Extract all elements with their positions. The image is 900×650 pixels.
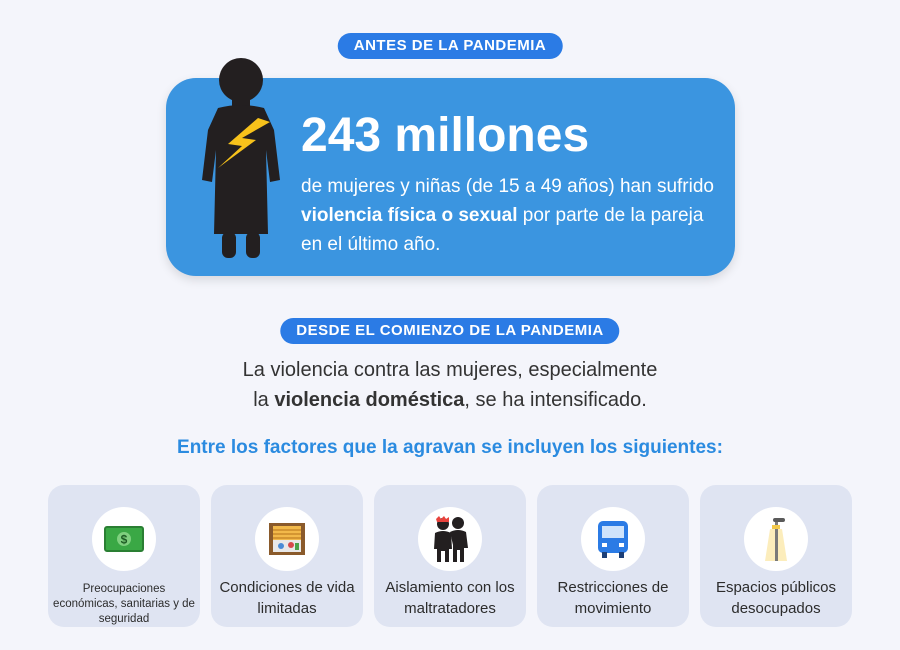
people-icon <box>430 515 470 563</box>
factor-card-public-spaces <box>700 485 852 627</box>
factors-title: Entre los factores que la agravan se incluyen los siguientes: <box>177 437 723 458</box>
since-pandemic-badge: DESDE EL COMIENZO DE LA PANDEMIA <box>280 318 619 344</box>
factor-card-living-conditions <box>211 485 363 627</box>
factor-card-economic <box>48 485 200 627</box>
svg-text:$: $ <box>120 532 128 547</box>
factor-label: Condiciones de vida limitadas <box>219 579 355 617</box>
bus-icon <box>596 519 630 559</box>
statistic-description: de mujeres y niñas (de 15 a 49 años) han sufrido violencia física o sexual por parte de la pareja en el último año. <box>301 176 714 255</box>
house-window-icon <box>267 521 307 557</box>
factor-card-isolation <box>374 485 526 627</box>
since-emphasis: violencia doméstica <box>274 389 465 411</box>
factor-label: Preocupaciones económicas, sanitarias y de seguridad <box>53 583 195 625</box>
factor-label: Restricciones de movimiento <box>557 579 669 617</box>
factor-label: Espacios públicos desocupados <box>715 579 837 617</box>
woman-silhouette-icon <box>198 58 284 260</box>
streetlight-icon <box>759 515 793 563</box>
money-icon <box>104 526 144 552</box>
before-pandemic-badge: ANTES DE LA PANDEMIA <box>338 33 563 59</box>
factor-card-movement <box>537 485 689 627</box>
statistic-emphasis: violencia física o sexual <box>301 205 518 226</box>
since-pandemic-text: La violencia contra las mujeres, especialmente la violencia doméstica, se ha intensificado. <box>242 359 658 411</box>
statistic-number: 243 millones <box>301 109 590 162</box>
factor-label: Aislamiento con los maltratadores <box>385 579 515 617</box>
